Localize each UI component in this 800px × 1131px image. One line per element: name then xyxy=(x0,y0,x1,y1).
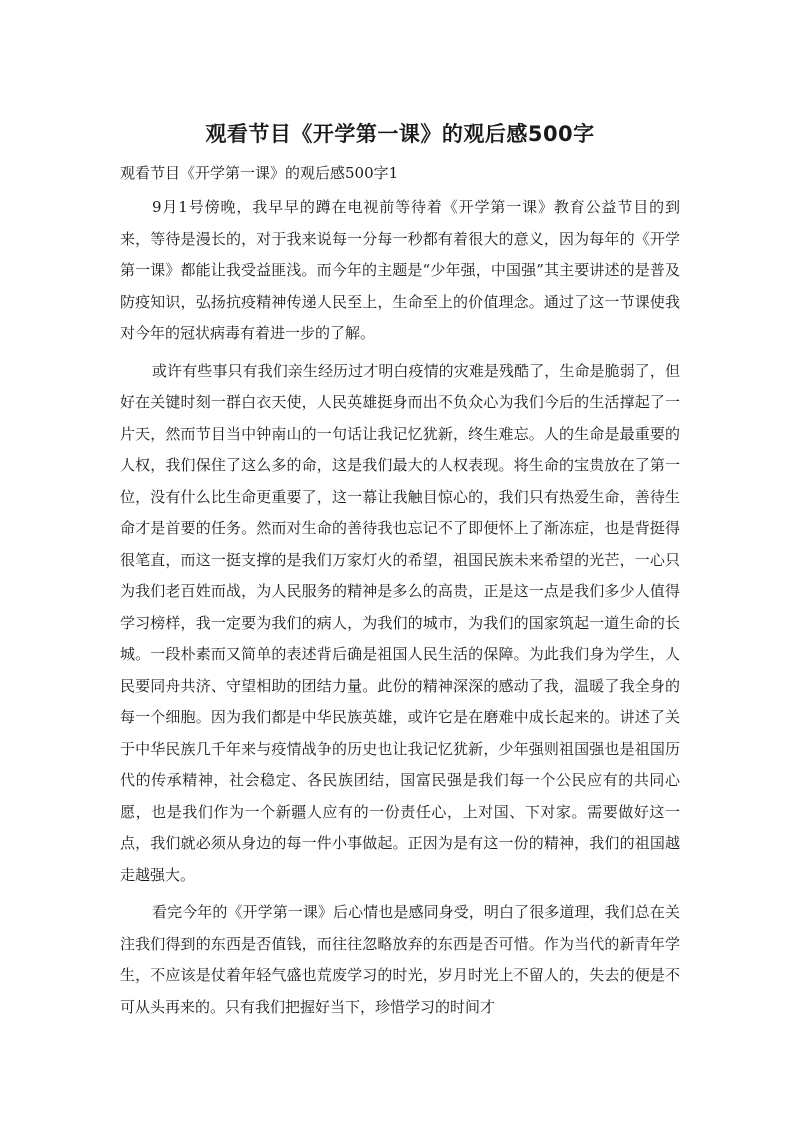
document-subtitle: 观看节目《开学第一课》的观后感500字1 xyxy=(120,164,399,182)
paragraph: 或许有些事只有我们亲生经历过才明白疫情的灾难是残酷了，生命是脆弱了，但好在关键时刻一群白衣天使，人民英雄挺身而出不负众心为我们今后的生活撑起了一片天，然而节目当中钟南山的一句话让我记忆犹新，终生难忘。人的生命是最重要的人权，我们保住了这么多的命，这是我们最大的人权表现。将生命的宝贵放在了第一位，没有什么比生命更重要了，这一幕让我触目惊心的，我们只有热爱生命，善待生命才是首要的任务。然而对生命的善待我也忘记不了即便怀上了渐冻症，也是背挺得很笔直，而这一挺支撑的是我们万家灯火的希望，祖国民族未来希望的光芒，一心只为我们老百姓而战，为人民服务的精神是多么的高贵，正是这一点是我们多少人值得学习榜样，我一定要为我们的病人，为我们的城市，为我们的国家筑起一道生命的长城。一段朴素而又简单的表述背后确是祖国人民生活的保障。为此我们身为学生，人民要同舟共济、守望相助的团结力量。此份的精神深深的感动了我，温暖了我全身的每一个细胞。因为我们都是中华民族英雄，或许它是在磨难中成长起来的。讲述了关于中华民族几千年来与疫情战争的历史也让我记忆犹新，少年强则祖国强也是祖国历代的传承精神，社会稳定、各民族团结，国富民强是我们每一个公民应有的共同心愿，也是我们作为一个新疆人应有的一份责任心，上对国、下对家。需要做好这一点，我们就必须从身边的每一件小事做起。正因为是有这一份的精神，我们的祖国越走越强大。 xyxy=(120,361,680,884)
document-title: 观看节目《开学第一课》的观后感500字 xyxy=(205,122,595,146)
document-body xyxy=(120,192,680,1029)
paragraph: 看完今年的《开学第一课》后心情也是感同身受，明白了很多道理，我们总在关注我们得到的东西是否值钱，而往往忽略放弃的东西是否可惜。作为当代的新青年学生，不应该是仗着年轻气盛也荒废学习的时光，岁月时光上不留人的，失去的便是不可从头再来的。只有我们把握好当下，珍惜学习的时间才 xyxy=(120,903,680,1016)
paragraph: 9月1号傍晚，我早早的蹲在电视前等待着《开学第一课》教育公益节目的到来，等待是漫长的，对于我来说每一分每一秒都有着很大的意义，因为每年的《开学第一课》都能让我受益匪浅。而今年的主题是“少年强，中国强”其主要讲述的是普及防疫知识，弘扬抗疫精神传递人民至上，生命至上的价值理念。通过了这一节课使我对今年的冠状病毒有着进一步的了解。 xyxy=(120,198,680,342)
